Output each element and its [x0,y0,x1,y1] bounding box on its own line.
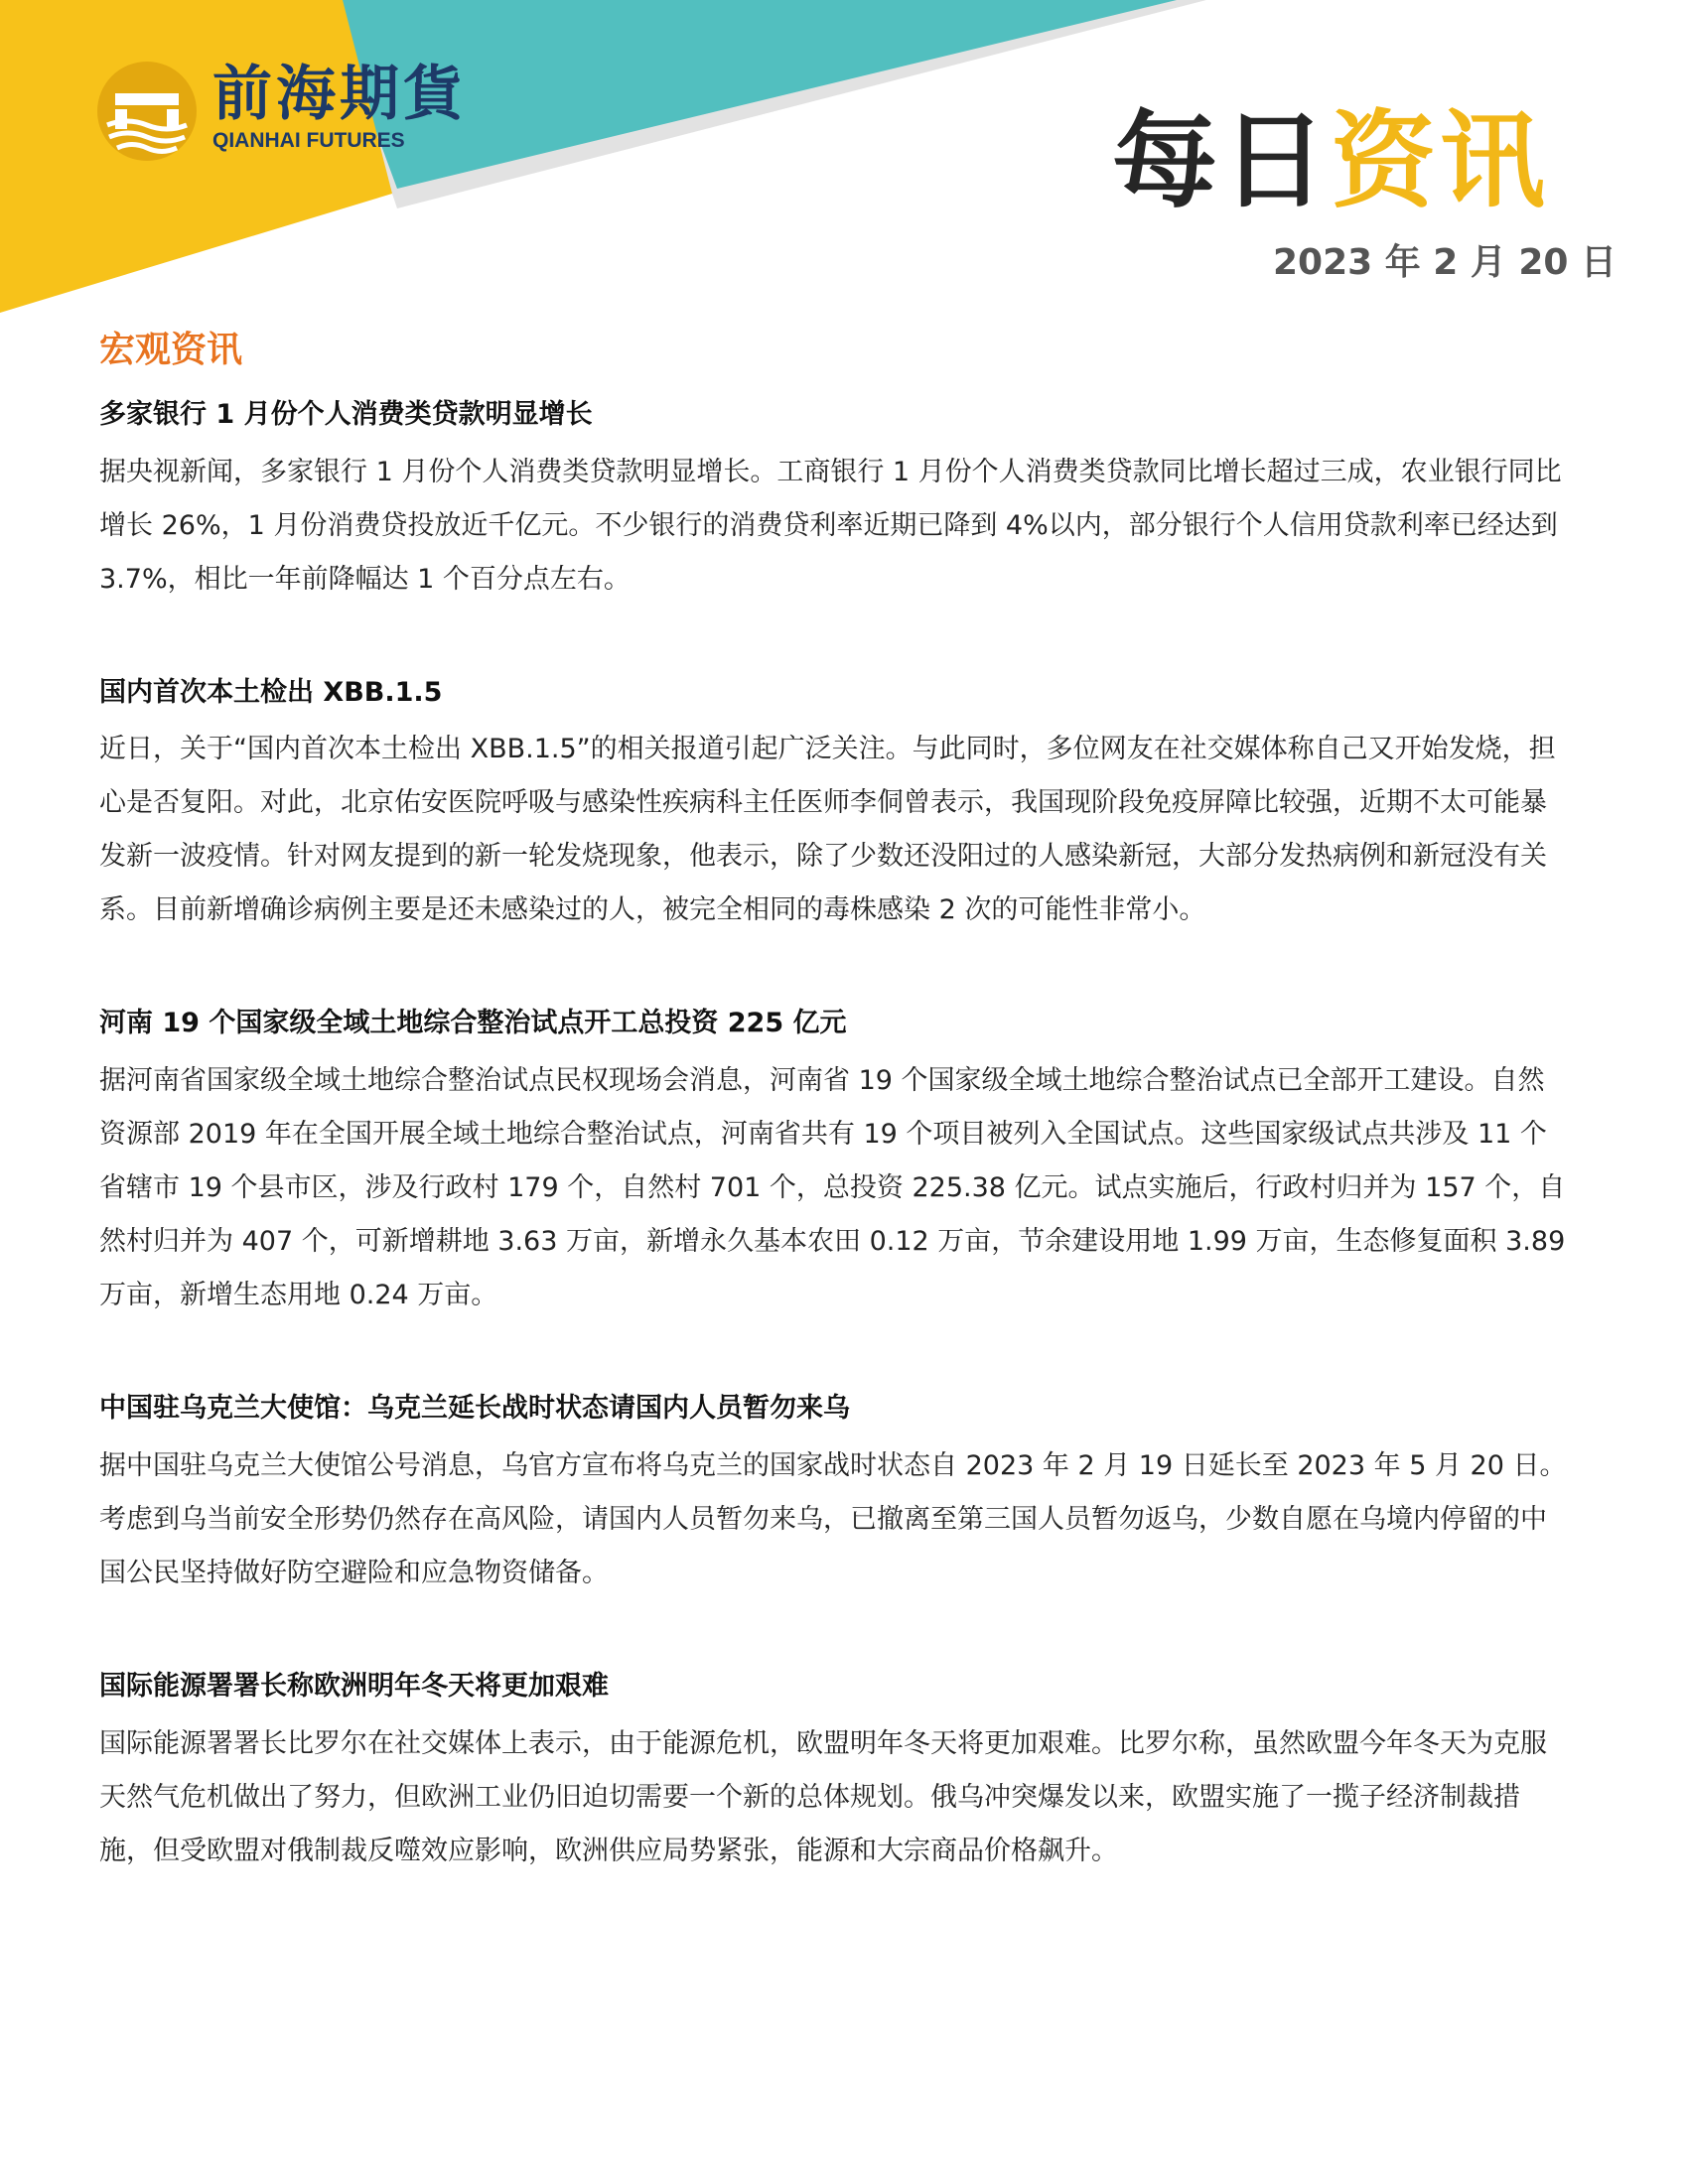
article [99,1005,1569,1322]
article-body: 近日，关于“国内首次本土检出 XBB.1.5”的相关报道引起广泛关注。与此同时，多位网友在社交媒体称自己又开始发烧，担心是否复阳。对此，北京佑安医院呼吸与感染性疾病科主任医师李侗曾表示，我国现阶段免疫屏障比较强，近期不太可能暴发新一波疫情。针对网友提到的新一轮发烧现象，他表示，除了少数还没阳过的人感染新冠，大部分发热病例和新冠没有关系。目前新增确诊病例主要是还未感染过的人，被完全相同的毒株感染 2 次的可能性非常小。 [99,734,1556,926]
logo-chinese-name: 前海期貨 [212,60,467,129]
issue-date: 2023 年 2 月 20 日 [1272,242,1617,283]
section-title: 宏观资讯 [99,330,243,370]
article-headline: 中国驻乌克兰大使馆：乌克兰延长战时状态请国内人员暂勿来乌 [99,1393,850,1425]
article [99,1390,1569,1600]
article-body: 据央视新闻，多家银行 1 月份个人消费类贷款明显增长。工商银行 1 月份个人消费类贷款同比增长超过三成，农业银行同比增长 26%，1 月份消费贷投放近千亿元。不少银行的消费贷利率近期已降到 4%以内，部分银行个人信用贷款利率已经达到 3.7%，相比一年前降幅达 1 个百分点左右。 [99,456,1562,595]
article [99,396,1569,607]
logo-english-name: QIANHAI FUTURES [212,129,405,152]
article-body: 国际能源署署长比罗尔在社交媒体上表示，由于能源危机，欧盟明年冬天将更加艰难。比罗尔称，虽然欧盟今年冬天为克服天然气危机做出了努力，但欧洲工业仍旧迫切需要一个新的总体规划。俄乌冲突爆发以来，欧盟实施了一揽子经济制裁措施，但受欧盟对俄制裁反噬效应影响，欧洲供应局势紧张，能源和大宗商品价格飙升。 [99,1727,1547,1866]
company-logo [95,60,467,159]
page-title-part1: 每日 [1112,100,1331,222]
article-headline: 河南 19 个国家级全域土地综合整治试点开工总投资 225 亿元 [99,1008,847,1039]
article-body: 据河南省国家级全域土地综合整治试点民权现场会消息，河南省 19 个国家级全域土地综合整治试点已全部开工建设。自然资源部 2019 年在全国开展全域土地综合整治试点，河南省共有 19 个项目被列入全国试点。这些国家级试点共涉及 11 个省辖市 19 个县市区，涉及行政村 179 个，自然村 701 个，总投资 225.38 亿元。试点实施后，行政村归并为 157 个，自然村归并为 407 个，可新增耕地 3.63 万亩，新增永久基本农田 0.12 万亩，节余建设用地 1.99 万亩，生态修复面积 3.89 万亩，新增生态用地 0.24 万亩。 [99,1065,1566,1311]
article-headline: 国内首次本土检出 XBB.1.5 [99,676,443,708]
page-title-part2: 资讯 [1331,100,1549,222]
article [99,674,1569,938]
article-headline: 多家银行 1 月份个人消费类贷款明显增长 [99,398,593,430]
article [99,1668,1569,1878]
main-content [99,328,1569,1946]
article-body: 据中国驻乌克兰大使馆公号消息，乌官方宣布将乌克兰的国家战时状态自 2023 年 2 月 19 日延长至 2023 年 5 月 20 日。考虑到乌当前安全形势仍然存在高风险，请国内人员暂勿来乌，已撤离至第三国人员暂勿返乌，少数自愿在乌境内停留的中国公民坚持做好防空避险和应急物资储备。 [99,1449,1567,1588]
article-headline: 国际能源署署长称欧洲明年冬天将更加艰难 [99,1670,609,1702]
sun-wave-logo-icon [95,60,199,163]
page-title [1112,101,1549,222]
